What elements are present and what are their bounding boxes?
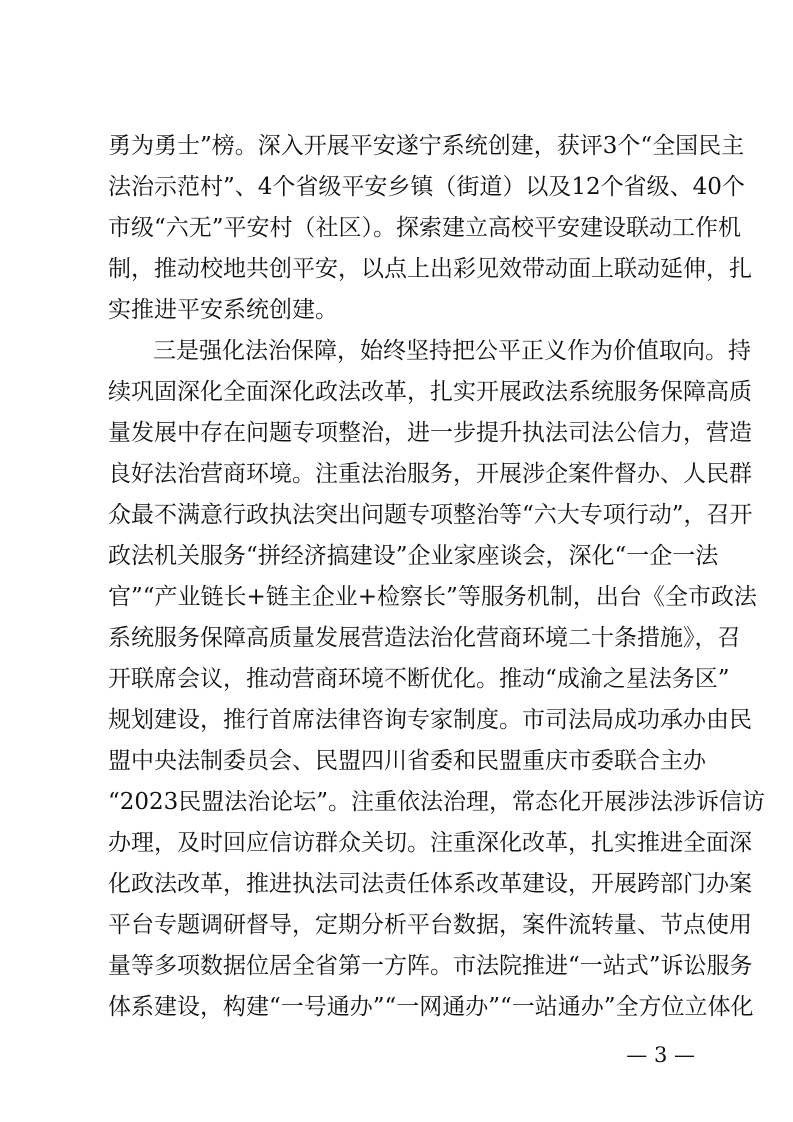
body-text-line: 平台专题调研督导，定期分析平台数据，案件流转量、节点使用 (108, 912, 752, 938)
paragraph-first-line: 三是强化法治保障，始终坚持把公平正义作为价值取向。持 (153, 338, 751, 364)
body-text-line: 化政法改革，推进执法司法责任体系改革建设，开展跨部门办案 (108, 871, 752, 897)
body-text-line: 官”“产业链长+链主企业+检察长”等服务机制，出台《全市政法 (108, 584, 757, 610)
body-text-line: 市级“六无”平安村（社区）。探索建立高校平安建设联动工作机 (108, 215, 742, 241)
body-text-line: 量发展中存在问题专项整治，进一步提升执法司法公信力，营造 (108, 420, 752, 446)
page-number: — 3 — (626, 1043, 695, 1067)
body-text-line: 政法机关服务“拼经济搞建设”企业家座谈会，深化“一企一法 (108, 543, 719, 569)
body-text-line: 办理，及时回应信访群众关切。注重深化改革，扎实推进全面深 (108, 830, 752, 856)
body-text-line: “2023民盟法治论坛”。注重依法治理，常态化开展涉法涉诉信访 (108, 789, 766, 815)
body-text-line: 体系建设，构建“一号通办”“一网通办”“一站通办”全方位立体化 (108, 994, 754, 1020)
body-text-line: 法治示范村”、4个省级平安乡镇（街道）以及12个省级、40个 (108, 174, 745, 200)
body-text-line: 规划建设，推行首席法律咨询专家制度。市司法局成功承办由民 (108, 707, 752, 733)
body-text-line: 量等多项数据位居全省第一方阵。市法院推进“一站式”诉讼服务 (108, 953, 753, 979)
body-text-line: 续巩固深化全面深化政法改革，扎实开展政法系统服务保障高质 (108, 379, 752, 405)
body-text-line: 实推进平安系统创建。 (108, 297, 338, 323)
body-text-line: 良好法治营商环境。注重法治服务，开展涉企案件督办、人民群 (108, 461, 752, 487)
body-text-line: 制，推动校地共创平安，以点上出彩见效带动面上联动延伸，扎 (108, 256, 752, 282)
body-text-line: 盟中央法制委员会、民盟四川省委和民盟重庆市委联合主办 (108, 748, 706, 774)
body-text-line: 众最不满意行政执法突出问题专项整治等“六大专项行动”，召开 (108, 502, 753, 528)
body-text-line: 开联席会议，推动营商环境不断优化。推动“成渝之星法务区” (108, 666, 730, 692)
body-text-line: 勇为勇士”榜。深入开展平安遂宁系统创建，获评3个“全国民主 (108, 133, 745, 159)
body-text-line: 系统服务保障高质量发展营造法治化营商环境二十条措施》，召 (108, 625, 741, 651)
